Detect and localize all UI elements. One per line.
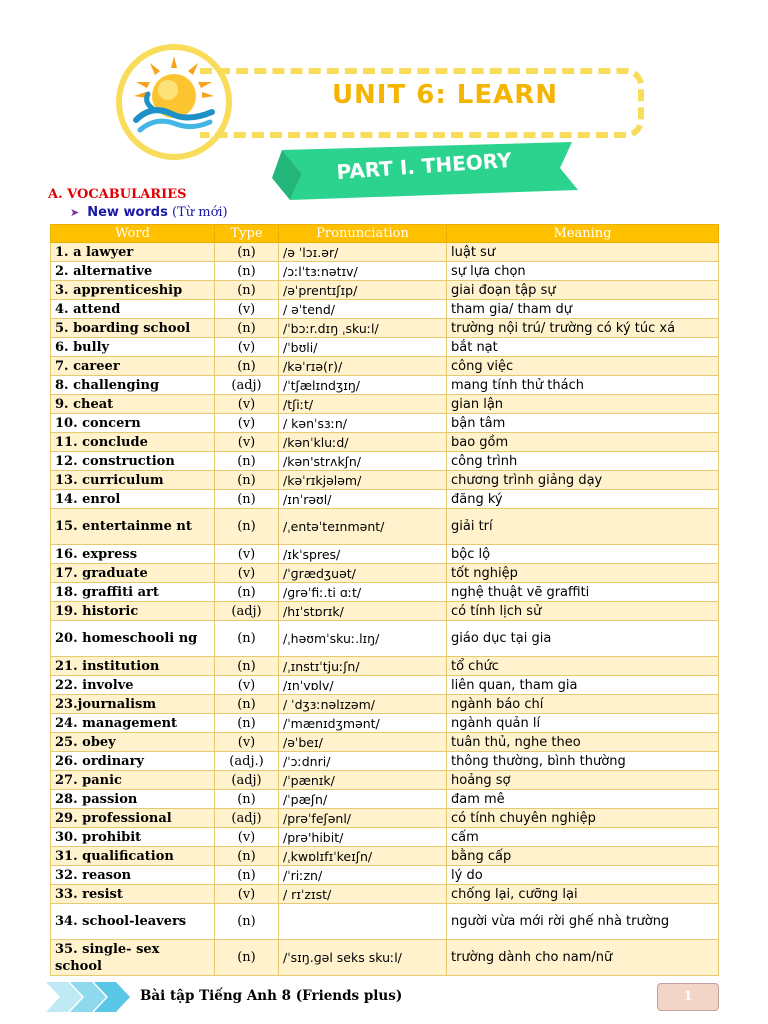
pronunciation-cell: /ˈmænɪdʒmənt/: [279, 714, 447, 733]
table-row: [51, 338, 719, 357]
word-cell: 25. obey: [51, 733, 215, 752]
word-cell: 23.journalism: [51, 695, 215, 714]
arrow-bullet-icon: ➤: [70, 206, 80, 219]
header-meaning: Meaning: [447, 225, 719, 243]
table-row: [51, 300, 719, 319]
type-cell: (n): [215, 940, 279, 976]
part-title: PART I. THEORY: [335, 147, 513, 185]
table-row: [51, 414, 719, 433]
meaning-cell: thông thường, bình thường: [447, 752, 719, 771]
type-cell: (n): [215, 319, 279, 338]
meaning-cell: giáo dục tại gia: [447, 621, 719, 657]
pronunciation-cell: /ˌɪnstɪˈtjuːʃn/: [279, 657, 447, 676]
type-cell: (v): [215, 828, 279, 847]
meaning-cell: tốt nghiệp: [447, 564, 719, 583]
meaning-cell: chương trình giảng dạy: [447, 471, 719, 490]
table-row: [51, 281, 719, 300]
type-cell: (n): [215, 866, 279, 885]
word-cell: 28. passion: [51, 790, 215, 809]
type-cell: (adj): [215, 376, 279, 395]
word-cell: 35. single- sex school: [51, 940, 215, 976]
word-cell: 10. concern: [51, 414, 215, 433]
table-row: [51, 545, 719, 564]
subheading-bold: New words: [87, 205, 168, 220]
meaning-cell: mang tính thử thách: [447, 376, 719, 395]
table-row: [51, 564, 719, 583]
pronunciation-cell: /kəˈrɪkjələm/: [279, 471, 447, 490]
word-cell: 18. graffiti art: [51, 583, 215, 602]
unit-title: UNIT 6: LEARN: [331, 80, 559, 110]
word-cell: 27. panic: [51, 771, 215, 790]
page-number: 1: [657, 983, 719, 1011]
meaning-cell: công việc: [447, 357, 719, 376]
table-row: [51, 357, 719, 376]
type-cell: (adj): [215, 602, 279, 621]
meaning-cell: tổ chức: [447, 657, 719, 676]
footer-book-title: Bài tập Tiếng Anh 8 (Friends plus): [140, 988, 403, 1004]
pronunciation-cell: /prəˈfeʃənl/: [279, 809, 447, 828]
table-row: [51, 714, 719, 733]
section-heading: A. VOCABULARIES: [48, 187, 187, 202]
table-row: [51, 885, 719, 904]
type-cell: (n): [215, 621, 279, 657]
type-cell: (v): [215, 300, 279, 319]
meaning-cell: trường dành cho nam/nữ: [447, 940, 719, 976]
meaning-cell: cấm: [447, 828, 719, 847]
table-row: [51, 790, 719, 809]
type-cell: (n): [215, 281, 279, 300]
table-row: [51, 695, 719, 714]
meaning-cell: chống lại, cưỡng lại: [447, 885, 719, 904]
type-cell: (v): [215, 338, 279, 357]
subheading: [70, 205, 228, 220]
table-row: [51, 621, 719, 657]
type-cell: (v): [215, 885, 279, 904]
type-cell: (v): [215, 545, 279, 564]
pronunciation-cell: / kənˈsɜːn/: [279, 414, 447, 433]
pronunciation-cell: /əˈbeɪ/: [279, 733, 447, 752]
meaning-cell: bận tâm: [447, 414, 719, 433]
pronunciation-cell: /ˈtʃælɪndʒɪŋ/: [279, 376, 447, 395]
word-cell: 21. institution: [51, 657, 215, 676]
word-cell: 7. career: [51, 357, 215, 376]
pronunciation-cell: / əˈtend/: [279, 300, 447, 319]
table-row: [51, 733, 719, 752]
table-row: [51, 376, 719, 395]
meaning-cell: ngành quản lí: [447, 714, 719, 733]
meaning-cell: giải trí: [447, 509, 719, 545]
table-row: [51, 828, 719, 847]
pronunciation-cell: /ˌentəˈteɪnmənt/: [279, 509, 447, 545]
word-cell: 34. school-leavers: [51, 904, 215, 940]
type-cell: (v): [215, 395, 279, 414]
word-cell: 30. prohibit: [51, 828, 215, 847]
pronunciation-cell: /kən'strʌkʃn/: [279, 452, 447, 471]
pronunciation-cell: /ɪkˈspres/: [279, 545, 447, 564]
pronunciation-cell: /ˈsɪŋ.ɡəl seks skuːl/: [279, 940, 447, 976]
pronunciation-cell: / rɪˈzɪst/: [279, 885, 447, 904]
type-cell: (n): [215, 509, 279, 545]
type-cell: (n): [215, 452, 279, 471]
pronunciation-cell: /prə'hibit/: [279, 828, 447, 847]
type-cell: (n): [215, 243, 279, 262]
type-cell: (v): [215, 564, 279, 583]
meaning-cell: người vừa mới rời ghế nhà trường: [447, 904, 719, 940]
header-type: Type: [215, 225, 279, 243]
type-cell: (n): [215, 695, 279, 714]
type-cell: (v): [215, 733, 279, 752]
meaning-cell: đăng ký: [447, 490, 719, 509]
word-cell: 13. curriculum: [51, 471, 215, 490]
subheading-note: (Từ mới): [172, 205, 228, 220]
table-row: [51, 847, 719, 866]
word-cell: 12. construction: [51, 452, 215, 471]
word-cell: 22. involve: [51, 676, 215, 695]
table-row: [51, 433, 719, 452]
type-cell: (n): [215, 847, 279, 866]
table-row: [51, 583, 719, 602]
pronunciation-cell: /kənˈkluːd/: [279, 433, 447, 452]
pronunciation-cell: /ˌkwɒlɪfɪˈkeɪʃn/: [279, 847, 447, 866]
meaning-cell: đam mê: [447, 790, 719, 809]
table-body: [51, 243, 719, 976]
table-row: [51, 509, 719, 545]
pronunciation-cell: /ˈriːzn/: [279, 866, 447, 885]
pronunciation-cell: /ˈbʊli/: [279, 338, 447, 357]
type-cell: (v): [215, 433, 279, 452]
pronunciation-cell: /ɔːlˈtɜːnətɪv/: [279, 262, 447, 281]
type-cell: (n): [215, 490, 279, 509]
meaning-cell: trường nội trú/ trường có ký túc xá: [447, 319, 719, 338]
word-cell: 2. alternative: [51, 262, 215, 281]
table-row: [51, 866, 719, 885]
word-cell: 33. resist: [51, 885, 215, 904]
word-cell: 8. challenging: [51, 376, 215, 395]
word-cell: 4. attend: [51, 300, 215, 319]
table-row: [51, 676, 719, 695]
meaning-cell: ngành báo chí: [447, 695, 719, 714]
meaning-cell: có tính lịch sử: [447, 602, 719, 621]
type-cell: (n): [215, 262, 279, 281]
table-row: [51, 319, 719, 338]
word-cell: 24. management: [51, 714, 215, 733]
table-row: [51, 904, 719, 940]
word-cell: 15. entertainme nt: [51, 509, 215, 545]
table-row: [51, 752, 719, 771]
pronunciation-cell: /ˈpæʃn/: [279, 790, 447, 809]
pronunciation-cell: /ɡrəˈfiː.ti ɑːt/: [279, 583, 447, 602]
meaning-cell: tuân thủ, nghe theo: [447, 733, 719, 752]
word-cell: 5. boarding school: [51, 319, 215, 338]
type-cell: (n): [215, 657, 279, 676]
type-cell: (n): [215, 357, 279, 376]
type-cell: (v): [215, 414, 279, 433]
word-cell: 11. conclude: [51, 433, 215, 452]
pronunciation-cell: /ˈɔːdnri/: [279, 752, 447, 771]
vocabulary-table: [50, 224, 719, 976]
chevron-arrows-icon: [46, 982, 136, 1012]
meaning-cell: lý do: [447, 866, 719, 885]
pronunciation-cell: /ˈpænɪk/: [279, 771, 447, 790]
type-cell: (n): [215, 583, 279, 602]
table-row: [51, 771, 719, 790]
table-row: [51, 940, 719, 976]
word-cell: 17. graduate: [51, 564, 215, 583]
pronunciation-cell: [279, 904, 447, 940]
type-cell: (n): [215, 904, 279, 940]
pronunciation-cell: /ˈɡrædʒuət/: [279, 564, 447, 583]
pronunciation-cell: /kəˈrɪə(r)/: [279, 357, 447, 376]
table-row: [51, 602, 719, 621]
pronunciation-cell: /ə ˈlɔɪ.ər/: [279, 243, 447, 262]
meaning-cell: công trình: [447, 452, 719, 471]
type-cell: (n): [215, 471, 279, 490]
meaning-cell: bằng cấp: [447, 847, 719, 866]
word-cell: 19. historic: [51, 602, 215, 621]
meaning-cell: gian lận: [447, 395, 719, 414]
meaning-cell: liên quan, tham gia: [447, 676, 719, 695]
type-cell: (n): [215, 790, 279, 809]
table-header-row: [51, 225, 719, 243]
pronunciation-cell: /tʃiːt/: [279, 395, 447, 414]
pronunciation-cell: /ˌhəʊmˈskuː.lɪŋ/: [279, 621, 447, 657]
meaning-cell: có tính chuyên nghiệp: [447, 809, 719, 828]
meaning-cell: luật sư: [447, 243, 719, 262]
word-cell: 32. reason: [51, 866, 215, 885]
word-cell: 9. cheat: [51, 395, 215, 414]
header-pronunciation: Pronunciation: [279, 225, 447, 243]
type-cell: (adj): [215, 809, 279, 828]
table-row: [51, 452, 719, 471]
word-cell: 26. ordinary: [51, 752, 215, 771]
word-cell: 16. express: [51, 545, 215, 564]
word-cell: 29. professional: [51, 809, 215, 828]
word-cell: 14. enrol: [51, 490, 215, 509]
table-row: [51, 657, 719, 676]
table-row: [51, 262, 719, 281]
table-row: [51, 243, 719, 262]
table-row: [51, 471, 719, 490]
meaning-cell: bao gồm: [447, 433, 719, 452]
meaning-cell: hoảng sợ: [447, 771, 719, 790]
word-cell: 6. bully: [51, 338, 215, 357]
pronunciation-cell: / ˈdʒɜːnəlɪzəm/: [279, 695, 447, 714]
header-word: Word: [51, 225, 215, 243]
word-cell: 20. homeschooli ng: [51, 621, 215, 657]
meaning-cell: tham gia/ tham dự: [447, 300, 719, 319]
table-row: [51, 809, 719, 828]
pronunciation-cell: /ˈbɔːr.dɪŋ ˌskuːl/: [279, 319, 447, 338]
table-row: [51, 395, 719, 414]
type-cell: (adj.): [215, 752, 279, 771]
word-cell: 31. qualification: [51, 847, 215, 866]
pronunciation-cell: /ɪnˈrəʊl/: [279, 490, 447, 509]
pronunciation-cell: /əˈprentɪʃɪp/: [279, 281, 447, 300]
meaning-cell: giai đoạn tập sự: [447, 281, 719, 300]
type-cell: (adj): [215, 771, 279, 790]
type-cell: (v): [215, 676, 279, 695]
pronunciation-cell: /ɪnˈvɒlv/: [279, 676, 447, 695]
meaning-cell: bắt nạt: [447, 338, 719, 357]
meaning-cell: nghệ thuật vẽ graffiti: [447, 583, 719, 602]
word-cell: 3. apprenticeship: [51, 281, 215, 300]
type-cell: (n): [215, 714, 279, 733]
pronunciation-cell: /hɪˈstɒrɪk/: [279, 602, 447, 621]
meaning-cell: bộc lộ: [447, 545, 719, 564]
word-cell: 1. a lawyer: [51, 243, 215, 262]
meaning-cell: sự lựa chọn: [447, 262, 719, 281]
table-row: [51, 490, 719, 509]
